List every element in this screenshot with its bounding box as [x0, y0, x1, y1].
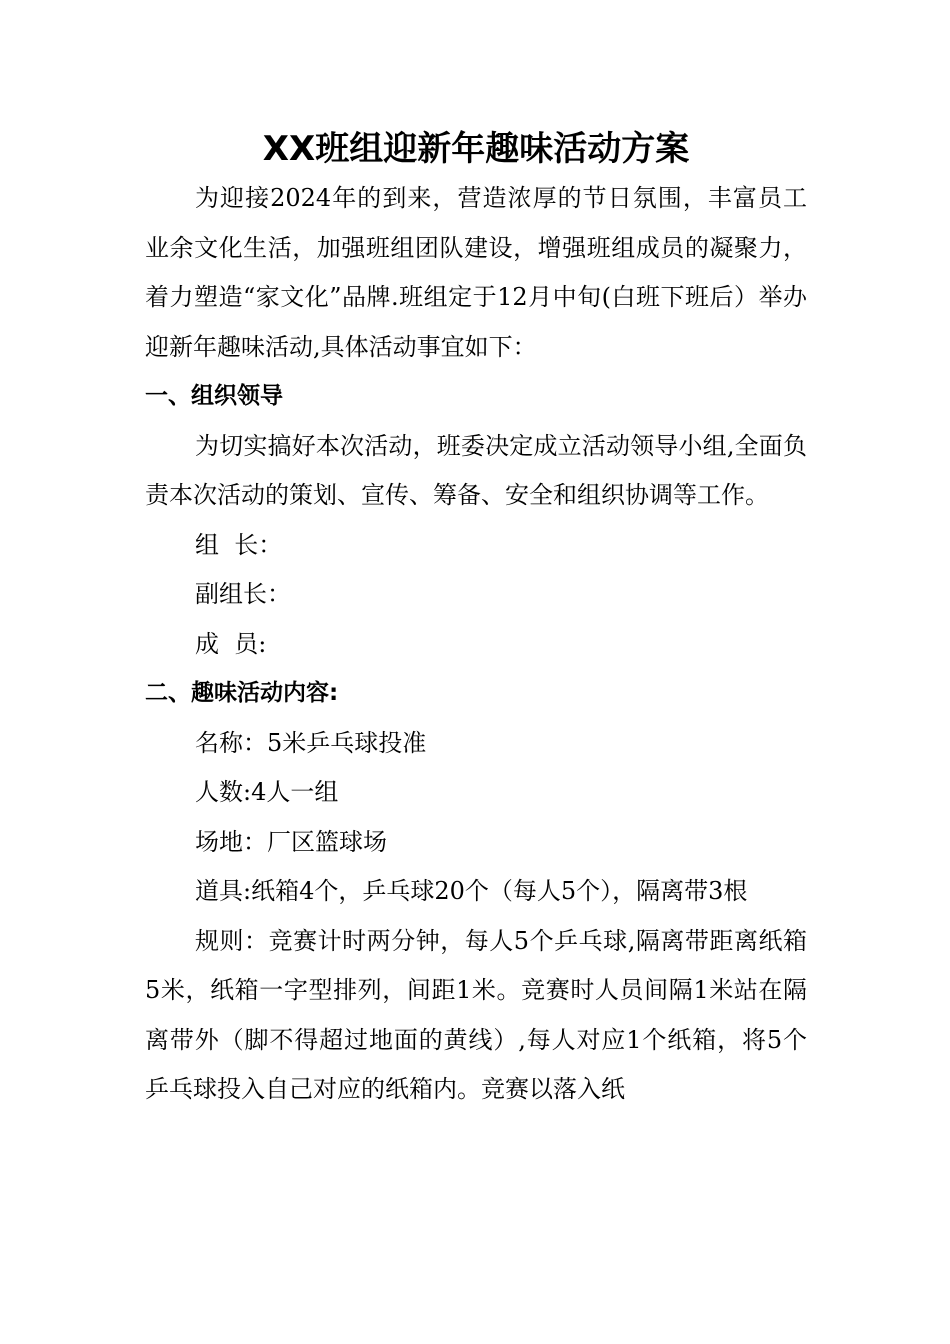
document-title: XX班组迎新年趣味活动方案 — [262, 129, 690, 169]
intro-paragraph: 为迎接2024年的到来，营造浓厚的节日氛围，丰富员工业余文化生活，加强班组团队建设，增强班组成员的凝聚力，着力塑造“家文化”品牌.班组定于12月中旬(白班下班后）举办迎新年趣味活动,具体活动事宜如下： — [145, 184, 807, 361]
section1-paragraph: 为切实搞好本次活动，班委决定成立活动领导小组,全面负责本次活动的策划、宣传、筹备、安全和组织协调等工作。 — [145, 431, 807, 509]
leader-line: 组 长： — [195, 530, 283, 559]
section2-heading: 二、趣味活动内容: — [145, 680, 339, 706]
activity-props-paragraph: 道具:纸箱4个，乒乓球20个（每人5个），隔离带3根 — [195, 877, 748, 905]
document-body — [145, 124, 807, 1115]
activity-venue-line: 场地：厂区篮球场 — [195, 827, 387, 856]
activity-people-line: 人数:4人一组 — [195, 778, 339, 806]
members-line: 成 员: — [195, 629, 267, 658]
activity-name-line: 名称：5米乒乓球投准 — [195, 728, 427, 757]
activity-rules-paragraph: 规则：竞赛计时两分钟，每人5个乒乓球,隔离带距离纸箱5米，纸箱一字型排列，间距1米。竞赛时人员间隔1米站在隔离带外（脚不得超过地面的黄线）,每人对应1个纸箱，将5个乒乓球投入自己对应的纸箱内。竞赛以落入纸 — [145, 926, 807, 1103]
section1-heading: 一、组织领导 — [145, 383, 283, 409]
deputy-line: 副组长： — [195, 580, 291, 608]
